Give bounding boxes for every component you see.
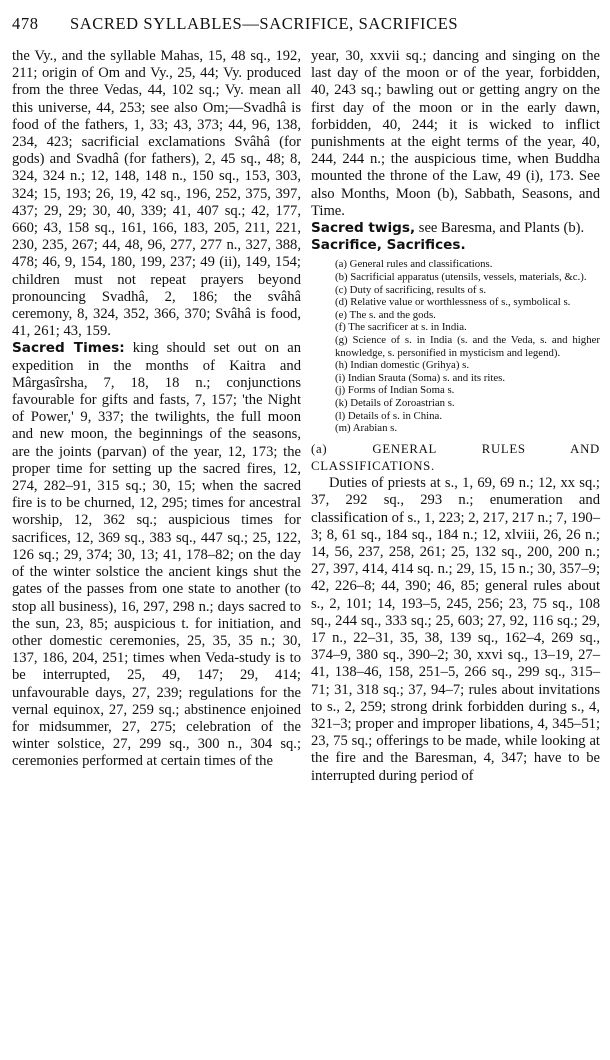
entry-continuation: year, 30, xxvii sq.; dancing and singing on the last day of the moon or of the year, forbidden, 40, 243 sq.; bawling out or getting angry on the first day of the moon or in the early dawn, forbidden, 40, 244; it is wicked to inflict punishments at the eight terms of the year, 40, 244, 244 n.; the auspicious time, when Buddha mounted the throne of the Law, 49 (i), 173. See also Months, Moon (b), Sabbath, Seasons, and Time.	[311, 48, 600, 219]
entry-text: see Baresma, and Plants (b).	[415, 220, 585, 237]
entry-sacrifice	[311, 237, 600, 254]
subdivision-item: (b) Sacrificial apparatus (utensils, vessels, materials, &c.).	[335, 271, 587, 284]
subdivision-list	[335, 258, 600, 434]
entry-term: Sacred twigs,	[311, 220, 416, 237]
page-header	[12, 14, 600, 42]
subdivision-item: (e) The s. and the gods.	[335, 308, 436, 321]
two-column-body	[12, 48, 600, 785]
page-number: 478	[12, 14, 39, 33]
right-column	[311, 48, 600, 785]
running-title: SACRED SYLLABLES—SACRIFICE, SACRIFICES	[70, 14, 459, 33]
entry-term: Sacrifice, Sacrifices.	[311, 237, 466, 254]
subdivision-item: (j) Forms of Indian Soma s.	[335, 384, 455, 397]
section-heading: (a) GENERAL RULES AND CLASSIFICATIONS.	[311, 441, 600, 473]
subdivision-item: (d) Relative value or worthlessness of s., symbolical s.	[335, 296, 571, 309]
entry-continuation: the Vy., and the syllable Mahas, 15, 48 sq., 192, 211; origin of Om and Vy., 25, 44; Vy. produced from the three Vedas, 44, 102 sq.; Vy. mean all this universe, 44, 253; see also Om;—Svadhâ is food of the fathers, 1, 33; 43, 373; 44, 96, 138, 234, 423; sacrificial exclamations Svâhâ (for gods) and Svadhâ (for fathers), 2, 45 sq., 48; 8, 324, 324 n.; 12, 148, 148 n., 150 sq., 153, 303, 324; 15, 193; 26, 19, 42 sq., 196, 252, 375, 397, 437; 29, 29; 30, 40, 339; 41, 407 sq.; 42, 177, 660; 43, 158 sq., 161, 166, 183, 205, 211, 221, 230, 235, 267; 44, 48, 96, 277, 277 n., 327, 388, 478; 46, 9, 154, 180, 199, 237; 49 (ii), 149, 154; children must not repeat prayers beyond pronouncing Svadhâ, 2, 186; the svâhâ ceremony, 8, 324, 352, 366, 370; Svâhâ is food, 41, 261; 43, 159.	[12, 48, 301, 340]
subdivision-item: (h) Indian domestic (Grihya) s.	[335, 359, 470, 372]
subdivision-item: (k) Details of Zoroastrian s.	[335, 396, 455, 409]
entry-text: king should set out on an expedition in the months of Kaitra and Mârgasîrsha, 7, 18, 18 n.; conjunctions favourable for gifts and fasts, 7, 157; 'the Night of Power,' 9, 337; the twilights, the full moon and new moon, the beginnings of the seasons, are the joints (parvan) of the year, 12, 173; the proper time for setting up the sacred fires, 12, 274, 282–91, 315 sq.; 30, 15; when the sacred fire is to be churned, 12, 295; times for ancestral worship, 12, 362 sq.; auspicious times for sacrifices, 12, 369 sq., 383 sq., 447 sq.; 25, 122, 126 sq.; 29, 374; 30, 13; 41, 178–82; on the day of the winter solstice the ancient kings shut the gates of the passes from one state to another (to stop all business), 16, 297, 298 n.; days sacred to the sun, 23, 85; auspicious t. for initiation, and other domestic ceremonies, 25, 35, 35 n.; 30, 137, 186, 204, 251; times when Veda-study is to be interrupted, 25, 49, 147; 29, 414; unfavourable days, 27, 239; regulations for the vernal equinox, 27, 259 sq.; abstinence enjoined for midsummer, 27, 275; celebration of the winter solstice, 27, 299 sq., 300 n., 304 sq.; ceremonies performed at certain times of the	[12, 340, 301, 770]
subdivision-item: (c) Duty of sacrificing, results of s.	[335, 283, 487, 296]
subdivision-item: (m) Arabian s.	[335, 422, 398, 435]
subdivision-item: (f) The sacrificer at s. in India.	[335, 321, 467, 334]
subdivision-item: (i) Indian Srauta (Soma) s. and its rites.	[335, 371, 506, 384]
left-column	[12, 48, 301, 785]
section-text: Duties of priests at s., 1, 69, 69 n.; 12, xx sq.; 37, 292 sq., 293 n.; enumeration and classification of s., 1, 223; 2, 217, 217 n.; 7, 190–3; 8, 61 sq., 184 sq., 184 n.; 12, xlviii, 26, 26 n.; 14, 56, 237, 258, 261; 25, 132 sq., 200, 200 n.; 27, 397, 414, 414 sq. n.; 29, 15, 15 n.; 30, 357–9; 42, 226–8; 44, 390; 46, 85; general rules about s., 2, 101; 14, 193–5, 245, 256; 23, 75 sq., 108 sq., 244 sq., 333 sq.; 25, 603; 27, 92, 116 sq.; 29, 17 n., 22–31, 35, 38, 139 sq., 162–4, 269 sq., 374–9, 380 sq., 390–2; 30, xxvi sq., 13–19, 27–41, 138–46, 158, 251–5, 266 sq., 299 sq., 315–71; 31, 318 sq.; 37, 94–7; rules about invitations to s., 2, 259; strong drink forbidden during s., 4, 321–3; proper and improper libations, 4, 345–51; 23, 75 sq.; offerings to be made, while looking at the fire and the Baresman, 4, 347; have to be interrupted during period of	[311, 475, 601, 784]
entry-sacred-twigs	[311, 220, 600, 237]
subdivision-item: (a) General rules and classifications.	[335, 258, 493, 271]
subdivision-item: (l) Details of s. in China.	[335, 409, 443, 422]
entry-sacred-times	[12, 340, 301, 770]
subdivision-item: (g) Science of s. in India (s. and the Veda, s. and higher knowledge, s. personified in mysticism and legend).	[335, 334, 600, 359]
entry-term: Sacred Times:	[12, 340, 125, 357]
